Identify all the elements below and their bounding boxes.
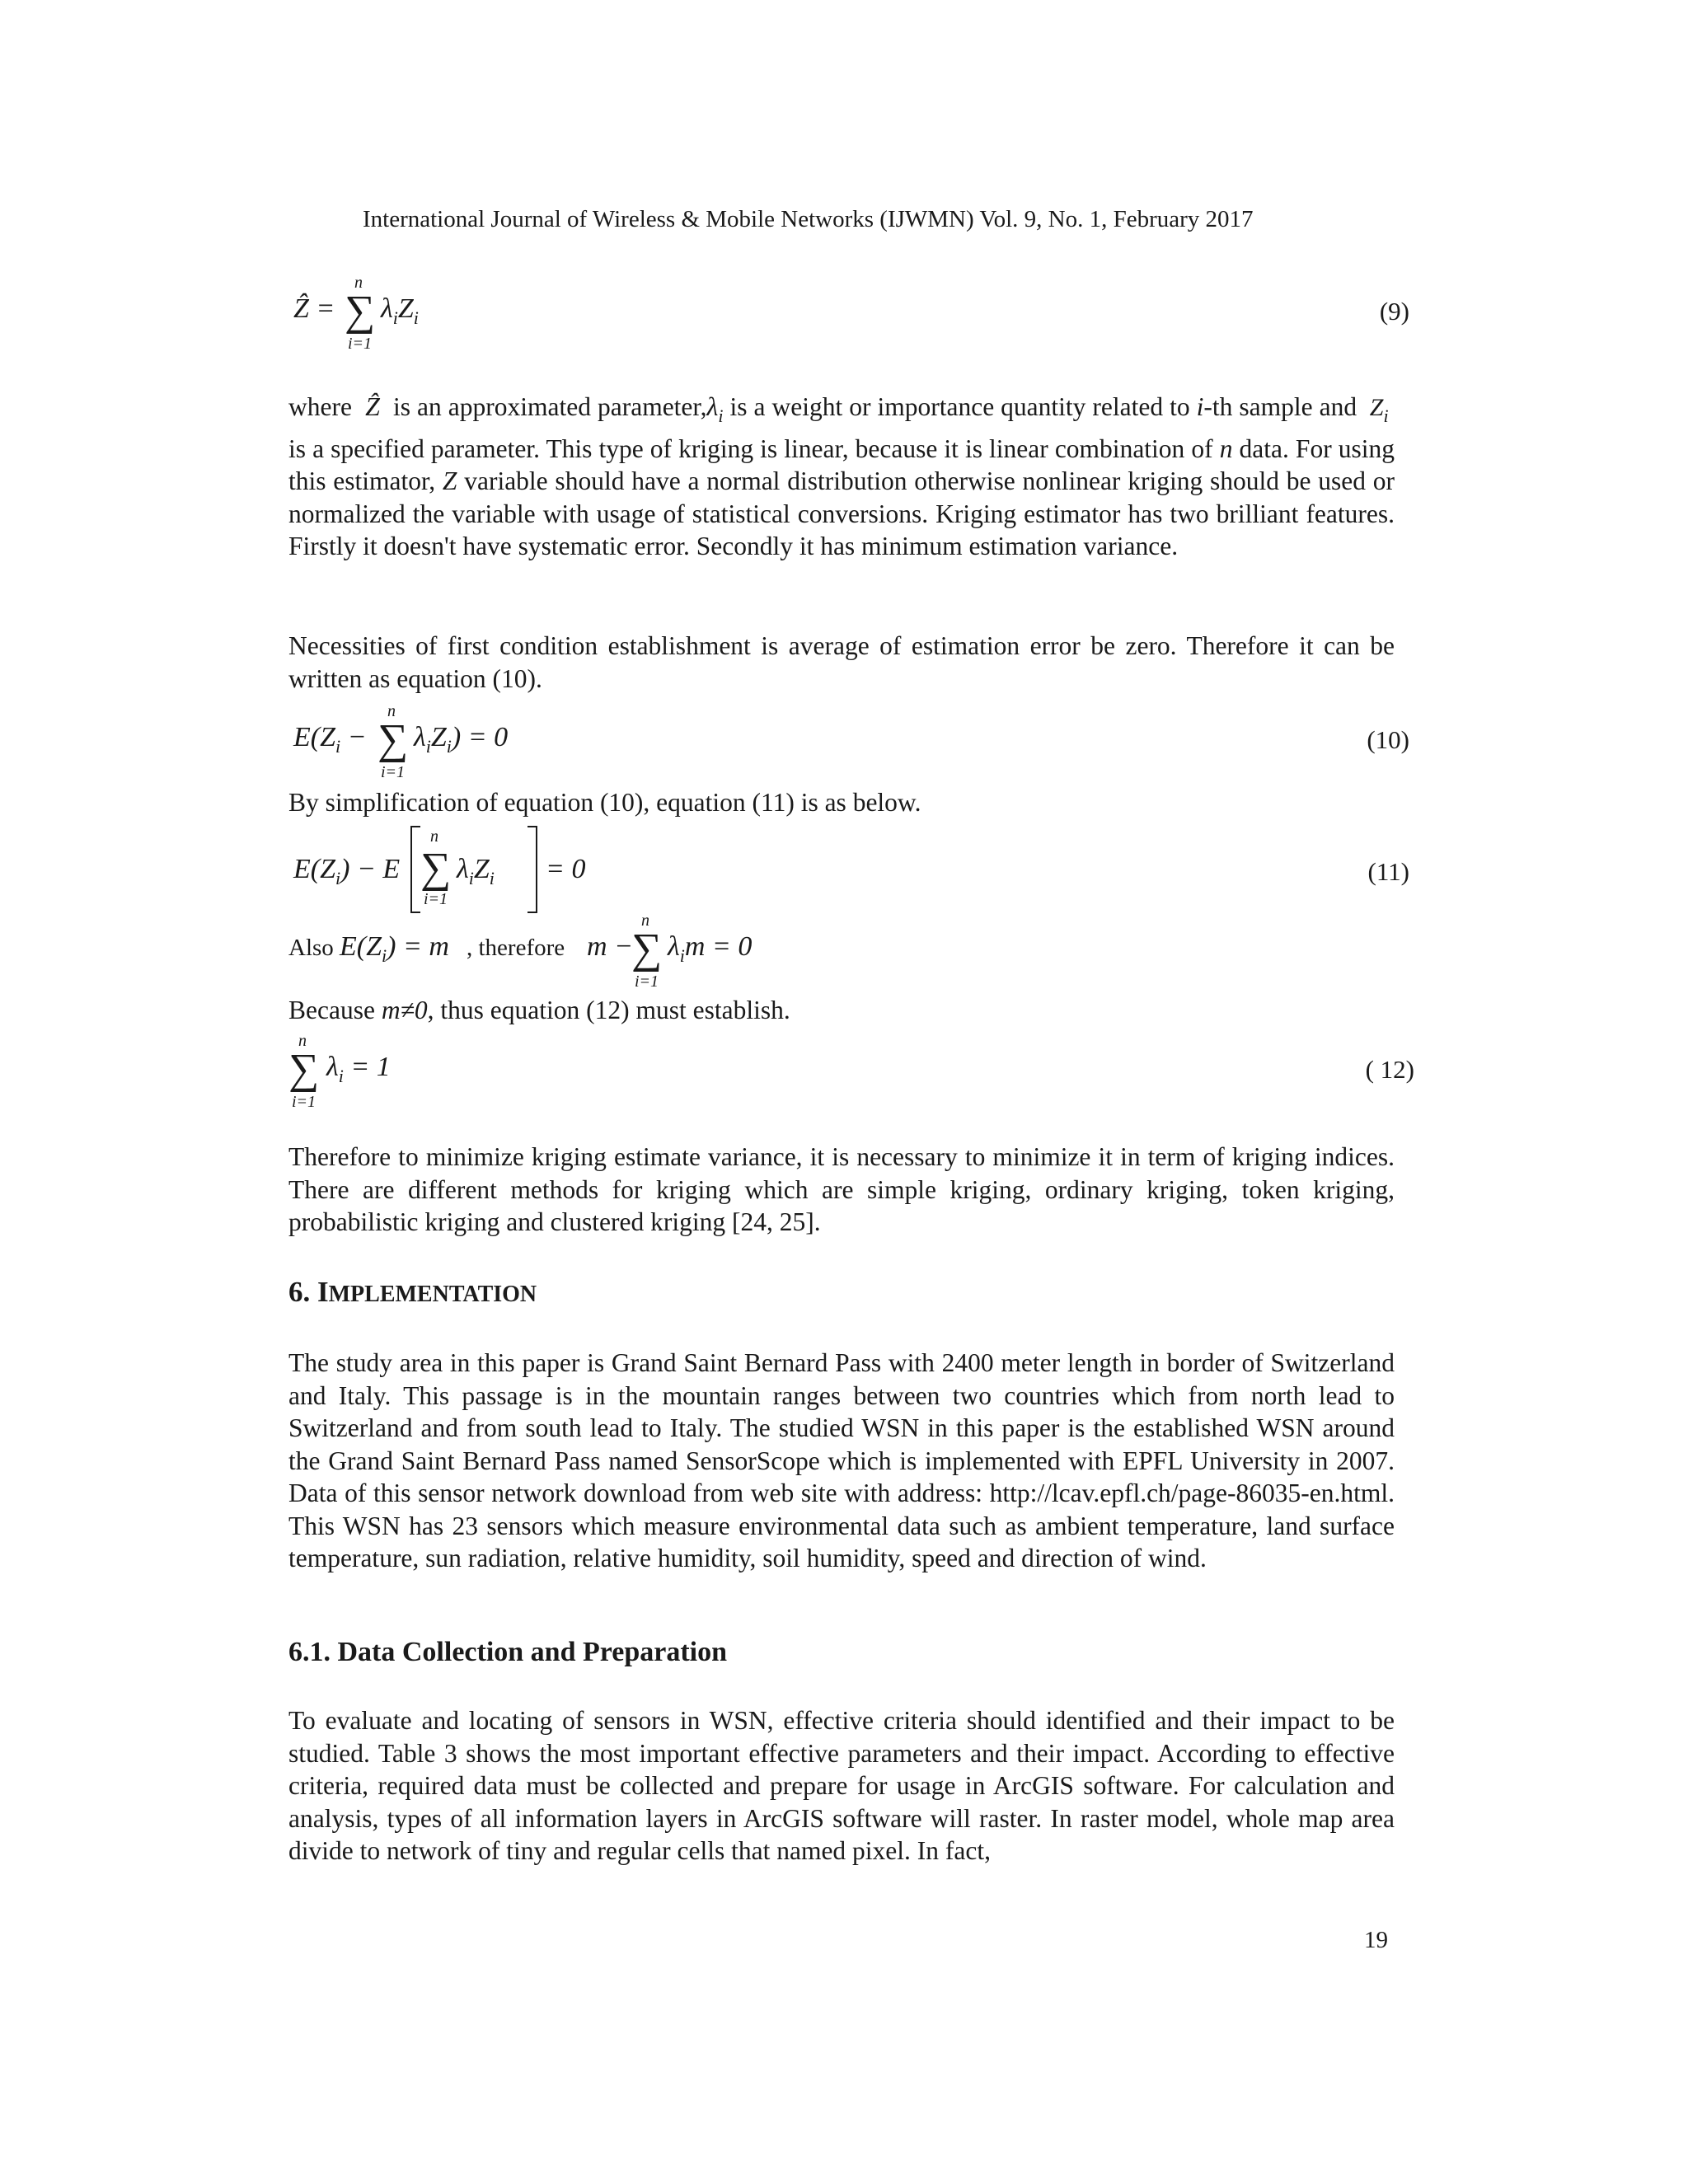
paragraph-data-collection: To evaluate and locating of sensors in WSN, effective criteria should identified and their impact to be studied. Table 3 shows the most important effective parameters and their impact. According to effective criteria, required data must be collected and prepare for usage in ArcGIS software. For calculation and analysis, types of all information layers in ArcGIS software will raster. In raster model, whole map area divide to network of tiny and regular cells that named pixel. In fact, xyxy=(288,1706,1395,1865)
paragraph-kriging-estimator: where Ẑ is an approximated $parameter,\lambda_i$ is a weight or importance quantity related to i-th sample and $Z_i$ is a specified parameter. This type of kriging is linear, because it is linear combination of n data. For using this estimator, Z variable should have a normal distribution otherwise nonlinear kriging should be used or normalized the variable with usage of statistical conversions. Kriging estimator has two brilliant features. Firstly it doesn't have systematic error. Secondly it has minimum estimation variance. xyxy=(288,391,1395,560)
journal-header: International Journal of Wireless & Mobile Networks (IJWMN) Vol. 9, No. 1, February 2017 xyxy=(363,206,1254,232)
also-line: Also $E(Z_i) = m$ , therefore m − n ∑ i=1 $\lambda_im = 0$ xyxy=(288,912,753,991)
equation-12-number: ( 12) xyxy=(1365,1055,1414,1084)
section-heading-implementation: 6. IMPLEMENTATION xyxy=(288,1276,537,1308)
equation-12: n ∑ i=1 $\lambda_i = 1$ ( 12) xyxy=(288,1032,1414,1111)
paragraph-kriging-methods: Therefore to minimize kriging estimate variance, it is necessary to minimize it in term of kriging indices. There are different methods for kriging which are simple kriging, ordinary kriging, token kriging, probabilistic kriging and clustered kriging [24, 25]. xyxy=(288,1142,1395,1236)
paragraph-study-area: The study area in this paper is Grand Saint Bernard Pass with 2400 meter length in border of Switzerland and Italy. This passage is in the mountain ranges between two countries which from north lead to Switzerland and from south lead to Italy. The studied WSN in this paper is the established WSN around the Grand Saint Bernard Pass named SensorScope which is implemented with EPFL University in 2007. Data of this sensor network download from web site with address: http://lcav.epfl.ch/page-86035-en.html. This WSN has 23 sensors which measure environmental data such as ambient temperature, land surface temperature, sun radiation, relative humidity, soil humidity, speed and direction of wind. xyxy=(288,1348,1395,1572)
equation-9: Ẑ = n ∑ i=1 $\lambda_iZ_i$ (9) xyxy=(293,274,1409,353)
paragraph-simplification: By simplification of equation (10), equation (11) is as below. xyxy=(288,788,921,817)
subsection-heading-data-collection: 6.1. Data Collection and Preparation xyxy=(288,1637,728,1667)
equation-10: $E(Z_i$ − n ∑ i=1 $\lambda_iZ_i) = 0$ (10) xyxy=(293,702,1409,781)
equation-11: $E(Z_i) - E$ n ∑ i=1 $\lambda_iZ_i$ = 0 (11) xyxy=(288,824,1409,915)
paragraph-first-condition: Necessities of first condition establishment is average of estimation error be zero. Therefore it can be written as equation (10). xyxy=(288,631,1395,693)
equation-10-number: (10) xyxy=(1367,725,1409,754)
page-number: 19 xyxy=(1364,1927,1388,1953)
equation-11-number: (11) xyxy=(1367,857,1409,886)
paragraph-because: Because m≠0, thus equation (12) must establish. xyxy=(288,996,790,1024)
equation-9-number: (9) xyxy=(1379,297,1409,326)
